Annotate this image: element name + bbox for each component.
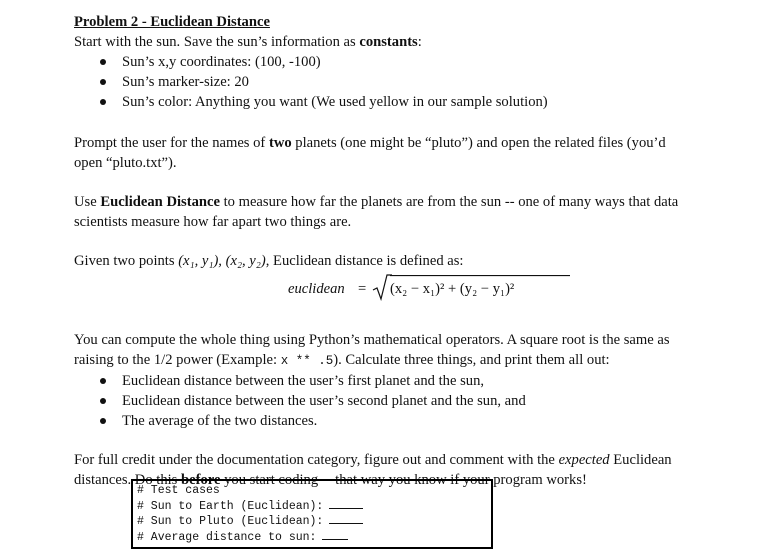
compute-code: x ** .5 [280, 354, 334, 368]
answer-blank [322, 530, 348, 540]
code-text: # Sun to Earth (Euclidean): [137, 499, 324, 513]
list-item: Euclidean distance between the user’s second planet and the sun, and [74, 391, 694, 411]
euclid-text-3: scientists measure how far apart two things are. [74, 214, 352, 230]
euclid-text: Use [74, 194, 101, 210]
given-suffix: , Euclidean distance is defined as: [265, 253, 464, 269]
credit-text-3: distances. Do this [74, 472, 182, 488]
intro-paragraph [74, 32, 694, 52]
compute-text-3: ). Calculate three things, and print them all out: [333, 352, 610, 368]
given-points: (x₁, y₁), (x₂, y₂) [178, 253, 266, 269]
compute-paragraph [74, 330, 694, 371]
euclid-paragraph [74, 192, 694, 232]
document-page [74, 12, 694, 490]
formula-equals: = [358, 281, 367, 297]
credit-text-2: Euclidean [609, 452, 672, 468]
sun-bullet-list [74, 52, 694, 112]
sqrt-radical-icon [372, 273, 392, 301]
formula-lhs: euclidean [288, 281, 345, 297]
formula-radicand: (x₂ − x₁)² + (y₂ − y₁)² [390, 281, 515, 297]
radical-overline [390, 275, 570, 277]
code-text: # Sun to Pluto (Euclidean): [137, 515, 324, 528]
credit-text: For full credit under the documentation category, figure out and comment with the [74, 452, 559, 468]
code-line [137, 514, 487, 530]
prompt-bold: two [268, 135, 292, 151]
list-item: Euclidean distance between the user’s first planet and the sun, [74, 371, 694, 391]
credit-italic: expected [558, 452, 610, 468]
test-cases-code-box [131, 479, 493, 549]
given-paragraph [74, 251, 694, 271]
credit-bold: before [181, 472, 221, 488]
list-item: The average of the two distances. [74, 411, 694, 431]
credit-text-4: you start coding -- that way you know if your program works! [220, 472, 587, 488]
compute-bullet-list [74, 371, 694, 431]
compute-text: You can compute the whole thing using Python’s mathematical operators. A square root is the same as [74, 332, 670, 348]
code-text: # Test cases [137, 484, 220, 497]
list-item: Sun’s x,y coordinates: (100, -100) [74, 52, 694, 72]
euclid-bold: Euclidean Distance [100, 194, 220, 210]
given-text: Given two points [74, 253, 179, 269]
prompt-paragraph [74, 133, 694, 173]
answer-blank [329, 499, 363, 509]
code-line [137, 530, 487, 546]
euclidean-formula [74, 273, 694, 305]
prompt-text-2: planets (one might be “pluto”) and open the related files (you’d [291, 135, 666, 151]
list-item: Sun’s color: Anything you want (We used yellow in our sample solution) [74, 92, 694, 112]
prompt-text: Prompt the user for the names of [74, 135, 269, 151]
euclid-text-2: to measure how far the planets are from the sun -- one of many ways that data [219, 194, 679, 210]
list-item: Sun’s marker-size: 20 [74, 72, 694, 92]
code-text: # Average distance to sun: [137, 530, 317, 544]
code-line [137, 484, 487, 499]
compute-text-2: raising to the 1/2 power (Example: [74, 352, 281, 368]
prompt-text-3: open “pluto.txt”). [74, 155, 177, 171]
intro-text: Start with the sun. Save the sun’s information as [74, 34, 360, 50]
intro-suffix: : [417, 34, 422, 50]
intro-bold: constants [359, 34, 418, 50]
answer-blank [329, 514, 363, 524]
code-line [137, 499, 487, 515]
problem-title: Problem 2 - Euclidean Distance [74, 14, 270, 30]
